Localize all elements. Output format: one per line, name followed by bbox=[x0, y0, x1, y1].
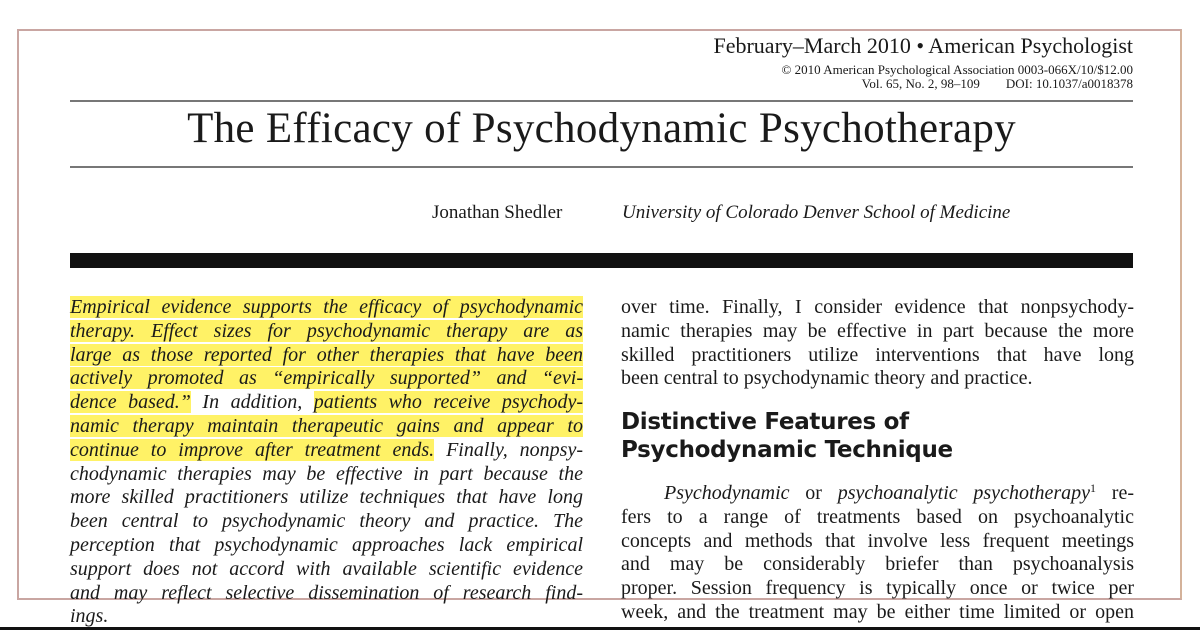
text-line bbox=[70, 582, 583, 606]
text-line bbox=[70, 486, 583, 510]
text-line bbox=[70, 534, 583, 558]
text-line bbox=[621, 577, 1134, 601]
highlighted-text: large as those reported for other therapies that have been bbox=[70, 343, 583, 366]
section-body bbox=[621, 482, 1134, 625]
text-segment: week, and the treatment may be either time limited or open bbox=[621, 600, 1134, 623]
text-line bbox=[621, 506, 1134, 530]
text-line bbox=[621, 320, 1134, 344]
highlighted-text: patients who receive psychody- bbox=[313, 391, 583, 414]
text-segment: psychoanalytic psychotherapy bbox=[837, 482, 1091, 504]
article-title: The Efficacy of Psychodynamic Psychotherapy bbox=[187, 105, 1016, 152]
text-segment: more skilled practitioners utilize techniques that have long bbox=[70, 486, 583, 509]
text-line bbox=[621, 530, 1134, 554]
highlighted-text: continue to improve after treatment ends. bbox=[70, 438, 435, 461]
title-rule bbox=[70, 166, 1133, 168]
footnote-ref: 1 bbox=[1090, 481, 1097, 495]
text-line bbox=[621, 367, 1134, 391]
text-segment: skilled practitioners utilize interventions that have long bbox=[621, 343, 1134, 366]
text-line bbox=[70, 510, 583, 534]
text-segment: been central to psychodynamic theory and practice. bbox=[621, 367, 1033, 390]
text-segment: and may be considerably briefer than psychoanalysis bbox=[621, 553, 1134, 576]
text-segment: proper. Session frequency is typically once or twice per bbox=[621, 577, 1134, 600]
author-name: Jonathan Shedler bbox=[432, 202, 563, 223]
text-segment: namic therapies may be effective in part because the more bbox=[621, 319, 1134, 342]
copyright-line: © 2010 American Psychological Association 0003-066X/10/$12.00 bbox=[781, 62, 1133, 77]
text-line bbox=[621, 296, 1134, 320]
highlighted-text: dence based.” bbox=[70, 391, 191, 414]
text-segment: chodynamic therapies may be effective in part because the bbox=[70, 462, 583, 485]
author-affiliation: University of Colorado Denver School of Medicine bbox=[622, 202, 1011, 223]
text-line bbox=[70, 296, 583, 320]
doi: DOI: 10.1037/a0018378 bbox=[1005, 76, 1133, 91]
text-segment: fers to a range of treatments based on psychoanalytic bbox=[621, 505, 1134, 528]
highlighted-text: namic therapy maintain therapeutic gains and appear to bbox=[70, 414, 583, 437]
text-segment: over time. Finally, I consider evidence that nonpsychody- bbox=[621, 296, 1134, 318]
right-intro bbox=[621, 296, 1134, 391]
text-line bbox=[621, 553, 1134, 577]
text-segment: perception that psychodynamic approaches lack empirical bbox=[70, 533, 583, 556]
volume: Vol. 65, No. 2, 98–109 bbox=[861, 76, 980, 91]
text-line bbox=[70, 415, 583, 439]
text-line bbox=[70, 463, 583, 487]
text-line bbox=[621, 601, 1134, 625]
text-line bbox=[621, 344, 1134, 368]
top-rule bbox=[70, 100, 1133, 102]
text-line bbox=[621, 482, 1134, 506]
text-line bbox=[70, 439, 583, 463]
text-line bbox=[70, 320, 583, 344]
divider-bar bbox=[70, 253, 1133, 268]
journal-line: February–March 2010 • American Psychologist bbox=[713, 33, 1133, 58]
section-heading-line: Distinctive Features of bbox=[621, 409, 909, 435]
text-segment: concepts and methods that involve less frequent meetings bbox=[621, 529, 1134, 552]
text-segment: Psychodynamic bbox=[664, 482, 790, 504]
highlighted-text: therapy. Effect sizes for psychodynamic therapy are as bbox=[70, 319, 583, 342]
volume-doi-line bbox=[862, 76, 1133, 92]
text-segment: ings. bbox=[70, 605, 109, 628]
text-line bbox=[70, 344, 583, 368]
text-segment: and may reflect selective dissemination of research find- bbox=[70, 581, 583, 604]
text-segment: Finally, nonpsy- bbox=[434, 438, 583, 461]
text-line bbox=[70, 605, 583, 629]
highlighted-text: Empirical evidence supports the efficacy of psychodynamic bbox=[70, 296, 583, 318]
text-segment: In addition, bbox=[190, 391, 314, 414]
text-line bbox=[70, 558, 583, 582]
text-segment: or bbox=[789, 482, 838, 504]
text-segment: been central to psychodynamic theory and practice. The bbox=[70, 510, 583, 533]
section-heading-line: Psychodynamic Technique bbox=[621, 437, 953, 463]
abstract bbox=[70, 296, 583, 629]
section-heading bbox=[621, 408, 1134, 464]
text-line bbox=[70, 391, 583, 415]
text-segment: re- bbox=[1096, 482, 1134, 504]
text-segment: support does not accord with available scientific evidence bbox=[70, 557, 583, 580]
highlighted-text: actively promoted as “empirically supported” and “evi- bbox=[70, 367, 583, 390]
text-line bbox=[70, 367, 583, 391]
